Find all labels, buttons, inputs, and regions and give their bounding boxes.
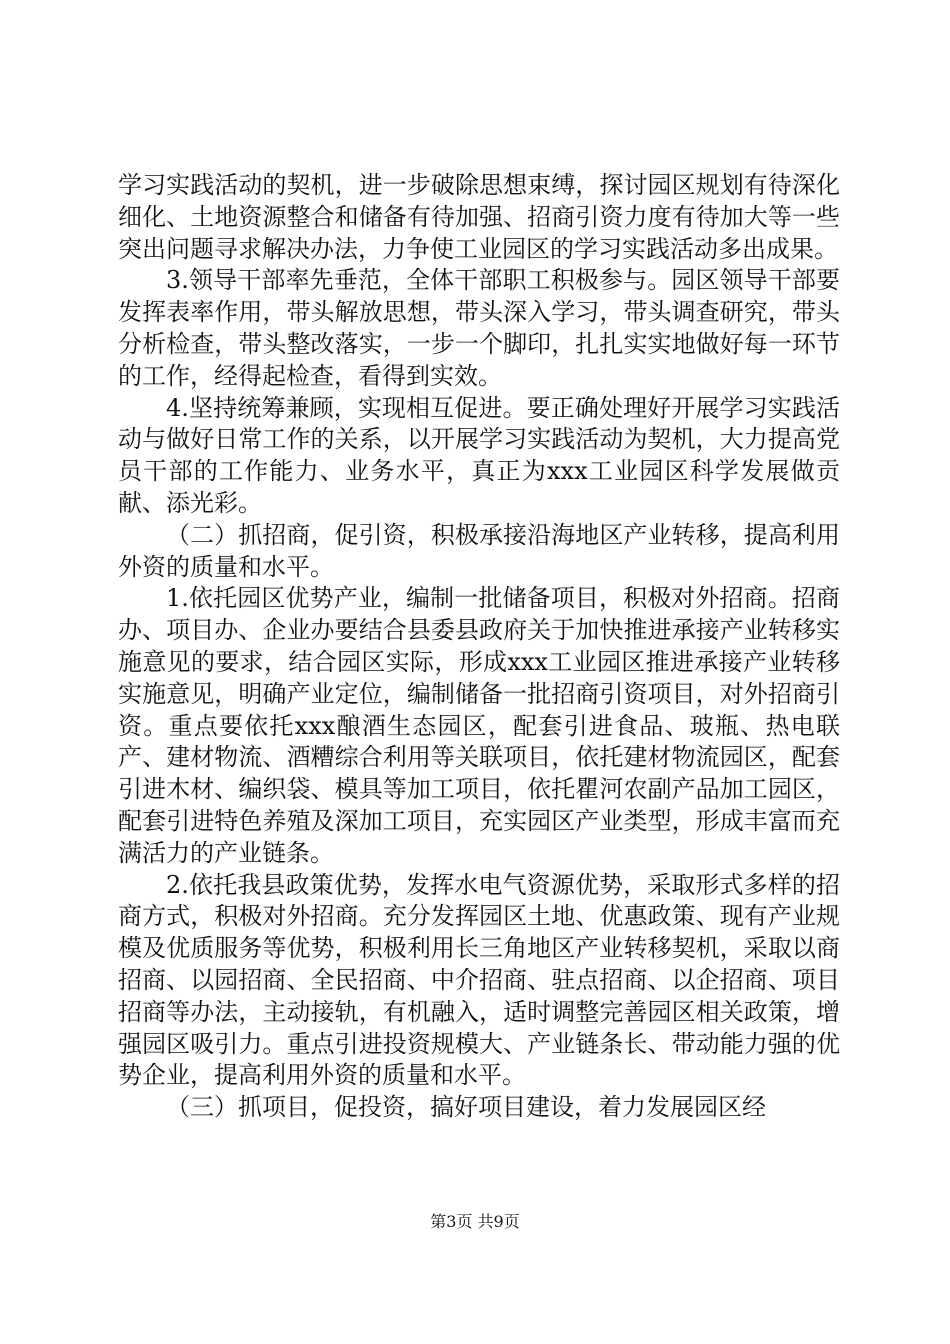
paragraph-item-4: 4.坚持统筹兼顾，实现相互促进。要正确处理好开展学习实践活动与做好日常工作的关系，以开展学习实践活动为契机，大力提高党员干部的工作能力、业务水平，真正为xxx工业园区科学发展做贡献、添光彩。 [118,393,840,517]
paragraph-continuation: 学习实践活动的契机，进一步破除思想束缚，探讨园区规划有待深化细化、土地资源整合和储备有待加强、招商引资力度有待加大等一些突出问题寻求解决办法，力争使工业园区的学习实践活动多出成果。 [118,171,840,263]
paragraph-section2-item-2: 2.依托我县政策优势，发挥水电气资源优势，采取形式多样的招商方式，积极对外招商。充分发挥园区土地、优惠政策、现有产业规模及优质服务等优势，积极利用长三角地区产业转移契机，采取以商招商、以园招商、全民招商、中介招商、驻点招商、以企招商、项目招商等办法，主动接轨，有机融入，适时调整完善园区相关政策，增强园区吸引力。重点引进投资规模大、产业链条长、带动能力强的优势企业，提高利用外资的质量和水平。 [118,870,840,1090]
paragraph-section2-item-1: 1.依托园区优势产业，编制一批储备项目，积极对外招商。招商办、项目办、企业办要结合县委县政府关于加快推进承接产业转移实施意见的要求，结合园区实际，形成xxx工业园区推进承接产业转移实施意见，明确产业定位，编制储备一批招商引资项目，对外招商引资。重点要依托xxx酿酒生态园区，配套引进食品、玻瓶、热电联产、建材物流、酒糟综合利用等关联项目，依托建材物流园区，配套引进木材、编织袋、模具等加工项目，依托瞿河农副产品加工园区，配套引进特色养殖及深加工项目，充实园区产业类型，形成丰富而充满活力的产业链条。 [118,584,840,867]
section-heading-3: （三）抓项目，促投资，搞好项目建设，着力发展园区经 [166,1093,766,1122]
page-footer: 第3页 共9页 [430,1212,520,1231]
paragraph-item-3: 3.领导干部率先垂范，全体干部职工积极参与。园区领导干部要发挥表率作用，带头解放思想，带头深入学习，带头调查研究，带头分析检查，带头整改落实，一步一个脚印，扎扎实实地做好每一环节的工作，经得起检查，看得到实效。 [118,266,840,390]
section-heading-2: （二）抓招商，促引资，积极承接沿海地区产业转移，提高利用外资的质量和水平。 [118,520,840,581]
document-body [118,170,840,1124]
